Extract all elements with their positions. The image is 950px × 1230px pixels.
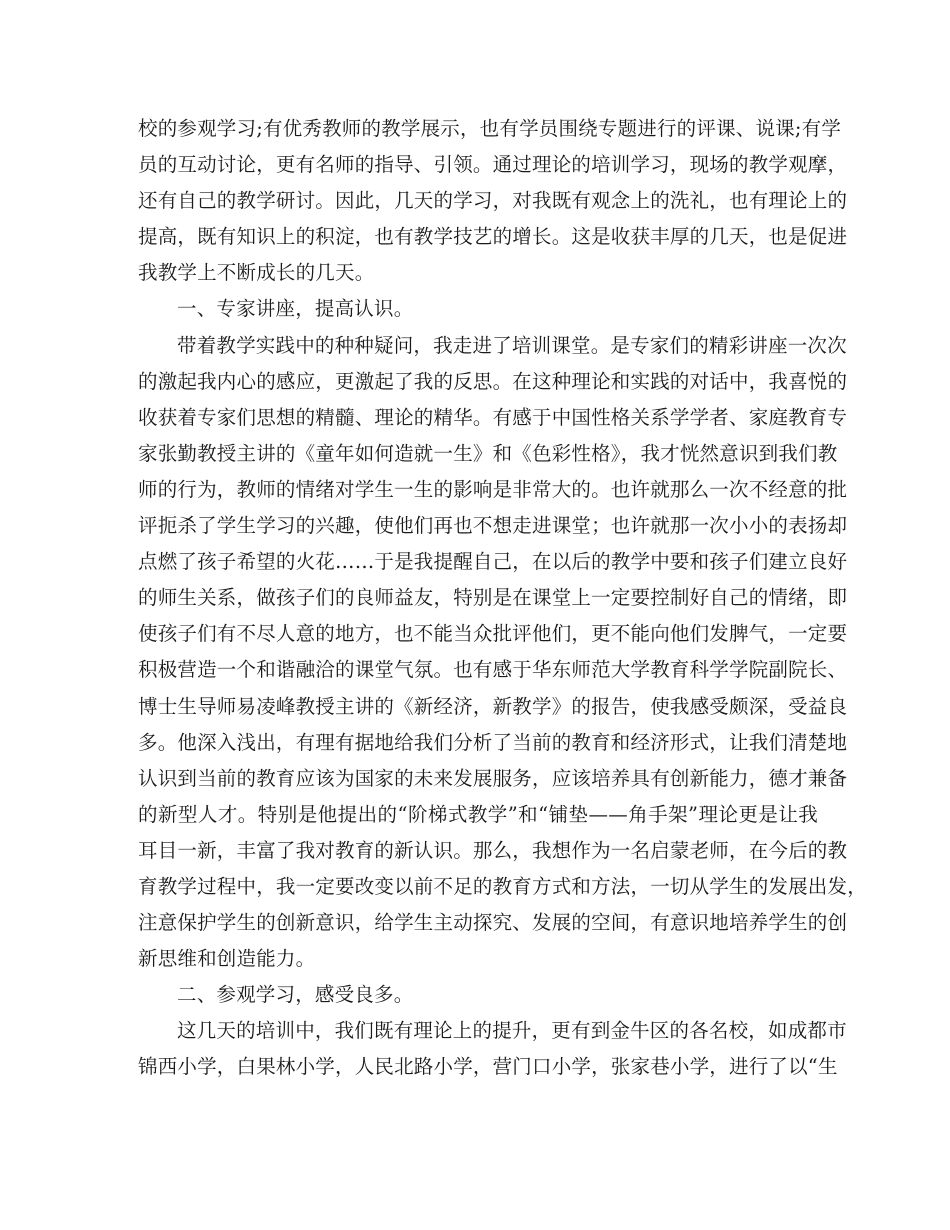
text-line: 耳目一新，丰富了我对教育的新认识。那么，我想作为一名启蒙老师，在今后的教 [138, 838, 848, 862]
text-line: 提高，既有知识上的积淀，也有教学技艺的增长。这是收获丰厚的几天，也是促进 [138, 225, 848, 249]
section-heading: 二、参观学习，感受良多。 [177, 983, 414, 1007]
text-line: 师的行为，教师的情绪对学生一生的影响是非常大的。也许就那么一次不经意的批 [138, 477, 848, 501]
text-line: 还有自己的教学研讨。因此，几天的学习，对我既有观念上的洗礼，也有理论上的 [138, 189, 848, 213]
text-line: 评扼杀了学生学习的兴趣，使他们再也不想走进课堂；也许就那一次小小的表扬却 [138, 514, 848, 538]
text-line: 的激起我内心的感应，更激起了我的反思。在这种理论和实践的对话中，我喜悦的 [138, 369, 848, 393]
text-line: 我教学上不断成长的几天。 [138, 261, 375, 285]
text-line: 的新型人才。特别是他提出的“阶梯式教学”和“铺垫——角手架”理论更是让我 [138, 802, 818, 826]
text-line: 带着教学实践中的种种疑问，我走进了培训课堂。是专家们的精彩讲座一次次 [177, 333, 847, 357]
text-line: 这几天的培训中，我们既有理论上的提升，更有到金牛区的各名校，如成都市 [177, 1019, 847, 1043]
text-line: 员的互动讨论，更有名师的指导、引领。通过理论的培训学习，现场的教学观摩， [138, 153, 848, 177]
text-line: 收获着专家们思想的精髓、理论的精华。有感于中国性格关系学学者、家庭教育专 [138, 405, 848, 429]
document-body [138, 111, 867, 1086]
text-line: 使孩子们有不尽人意的地方，也不能当众批评他们，更不能向他们发脾气，一定要 [138, 622, 848, 646]
text-line: 的师生关系，做孩子们的良师益友，特别是在课堂上一定要控制好自己的情绪，即 [138, 586, 848, 610]
text-line: 育教学过程中，我一定要改变以前不足的教育方式和方法，一切从学生的发展出发， [138, 874, 867, 898]
text-line: 注意保护学生的创新意识，给学生主动探究、发展的空间，有意识地培养学生的创 [138, 911, 848, 935]
text-line: 新思维和创造能力。 [138, 947, 316, 971]
text-line: 校的参观学习;有优秀教师的教学展示，也有学员围绕专题进行的评课、说课;有学 [138, 117, 842, 140]
text-line: 博士生导师易凌峰教授主讲的《新经济，新教学》的报告，使我感受颇深，受益良 [138, 694, 848, 718]
text-line: 积极营造一个和谐融洽的课堂气氛。也有感于华东师范大学教育科学学院副院长、 [138, 658, 848, 682]
text-line: 点燃了孩子希望的火花……于是我提醒自己，在以后的教学中要和孩子们建立良好 [138, 550, 848, 574]
text-line: 认识到当前的教育应该为国家的未来发展服务，应该培养具有创新能力，德才兼备 [138, 766, 848, 790]
text-line: 家张勤教授主讲的《童年如何造就一生》和《色彩性格》，我才恍然意识到我们教 [138, 441, 838, 465]
text-line: 多。他深入浅出，有理有据地给我们分析了当前的教育和经济形式，让我们清楚地 [138, 730, 848, 754]
text-line: 锦西小学，白果林小学，人民北路小学，营门口小学，张家巷小学，进行了以“生 [138, 1055, 838, 1079]
section-heading: 一、专家讲座，提高认识。 [177, 297, 414, 321]
